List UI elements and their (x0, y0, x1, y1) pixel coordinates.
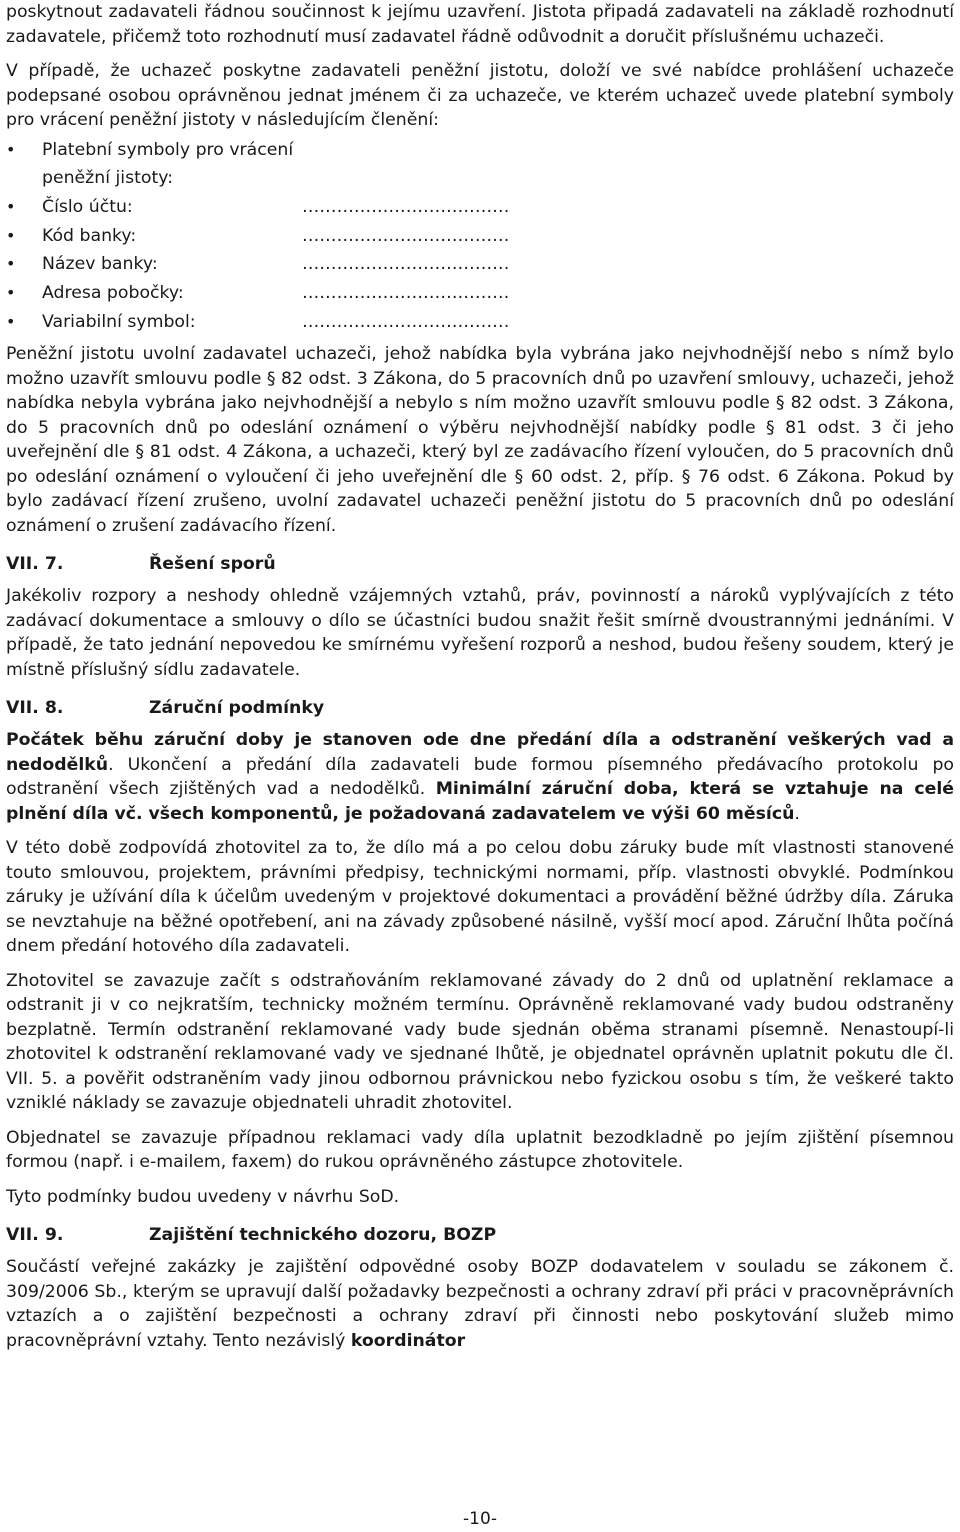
payment-symbols-list (6, 136, 954, 337)
section-heading-zarucni-podminky (6, 696, 954, 720)
list-item: • Variabilní symbol: ……………………………… (6, 308, 954, 337)
bold-text: koordinátor (350, 1330, 466, 1351)
paragraph-sod: Tyto podmínky budou uvedeny v návrhu SoD. (6, 1186, 400, 1207)
section-heading-reseni-sporu (6, 552, 954, 576)
paragraph-bozp: Součástí veřejné zakázky je zajištění odpovědné osoby BOZP dodavatelem v souladu se zákonem č. 309/2006 Sb., kterým se upravují další požadavky bezpečnosti a ochrany zdraví při práci v pracovněprávních vztazích a o zajištění bezpečnosti a ochrany zdraví při činnosti nebo poskytování služeb mimo pracovněprávní vztahy. Tento nezávislý koordinátor (6, 1257, 954, 1351)
document-page (6, 0, 954, 1353)
section-heading-bozp (6, 1223, 954, 1247)
list-item: • Název banky: ……………………………… (6, 250, 954, 279)
bold-text: Minimální záruční doba, která se vztahuje na celé plnění díla vč. všech komponentů, je požadovaná zadavatelem ve výši 60 měsíců (6, 779, 954, 824)
section-number: VII. 7. (6, 554, 64, 575)
section-title: Řešení sporů (149, 554, 276, 575)
paragraph-penezni-jistota: V případě, že uchazeč poskytne zadavateli peněžní jistotu, doloží ve své nabídce prohlášení uchazeče podepsané osobou oprávněnou jednat jménem či za uchazeče, ve kterém uchazeč uvede platební symboly pro vrácení peněžní jistoty v následujícím členění: (6, 61, 954, 130)
section-number: VII. 8. (6, 698, 64, 719)
paragraph-zarucni-doba: Počátek běhu záruční doby je stanoven ode dne předání díla a odstranění veškerých vad a nedodělků. Ukončení a předání díla zadavateli bude formou písemného předávacího protokolu po odstranění všech zjištěných vad a nedodělků. Minimální záruční doba, která se vztahuje na celé plnění díla vč. všech komponentů, je požadovaná zadavatelem ve výši 60 měsíců. (6, 730, 954, 824)
list-item: • Adresa pobočky: ……………………………… (6, 279, 954, 308)
paragraph-jistota-end: poskytnout zadavateli řádnou součinnost k jejímu uzavření. Jistota připadá zadavateli na základě rozhodnutí zadavatele, přičemž toto rozhodnutí musí zadavatel řádně odůvodnit a doručit příslušnému uchazeči. (6, 2, 954, 47)
list-item: • Kód banky: ……………………………… (6, 222, 954, 251)
section-title: Zajištění technického dozoru, BOZP (149, 1225, 497, 1246)
page-number: -10- (463, 1509, 497, 1529)
list-item: • Číslo účtu: ……………………………… (6, 193, 954, 222)
section-title: Záruční podmínky (149, 698, 325, 719)
paragraph-reseni-sporu: Jakékoliv rozpory a neshody ohledně vzájemných vztahů, práv, povinností a nároků vyplývajících z této zadávací dokumentace a smlouvy o dílo se účastníci budou snažit řešit smírně dvoustrannými jednáními. V případě, že tato jednání nepovedou ke smírnému vyřešení rozporů a neshod, budou řešeny soudem, který je místně příslušný sídlu zadavatele. (6, 586, 954, 680)
paragraph-zodpovednost: V této době zodpovídá zhotovitel za to, že dílo má a po celou dobu záruky bude mít vlastnosti stanovené touto smlouvou, projektem, právními předpisy, technickými normami, příp. vlastnosti obvyklé. Podmínkou záruky je užívání díla k účelům uvedeným v projektové dokumentaci a provádění běžné údržby díla. Záruka se nevztahuje na běžné opotřebení, ani na závady způsobené násilně, vyšší mocí apod. Záruční lhůta počíná dnem předání hotového díla zadavateli. (6, 838, 954, 957)
paragraph-uvolneni-jistoty: Peněžní jistotu uvolní zadavatel uchazeči, jehož nabídka byla vybrána jako nejvhodnější nebo s nímž bylo možno uzavřít smlouvu podle § 82 odst. 3 Zákona, do 5 pracovních dnů po uzavření smlouvy, uchazeči, jehož nabídka nebyla vybrána jako nejvhodnější a nebylo s ním možno uzavřít smlouvu podle § 82 odst. 3 Zákona, do 5 pracovních dnů po odeslání oznámení o výběru nejvhodnější nabídky podle § 81 odst. 3 či jeho uveřejnění dle § 81 odst. 4 Zákona, a uchazeči, který byl ze zadávacího řízení vyloučen, do 5 pracovních dnů po odeslání oznámení o vyloučení či jeho uveřejnění dle § 60 odst. 2, příp. § 76 odst. 6 Zákona. Pokud by bylo zadávací řízení zrušeno, uvolní zadavatel uchazeči peněžní jistotu do 5 pracovních dnů po odeslání oznámení o zrušení zadávacího řízení. (6, 344, 954, 536)
paragraph-objednatel: Objednatel se zavazuje případnou reklamaci vady díla uplatnit bezodkladně po jejím zjištění písemnou formou (např. i e-mailem, faxem) do rukou oprávněného zástupce zhotovitele. (6, 1127, 954, 1173)
section-number: VII. 9. (6, 1225, 64, 1246)
paragraph-reklamace: Zhotovitel se zavazuje začít s odstraňováním reklamované závady do 2 dnů od uplatnění reklamace a odstranit ji v co nejkratším, technicky možném termínu. Oprávněně reklamované vady budou odstraněny bezplatně. Termín odstranění reklamované vady bude sjednán oběma stranami písemně. Nenastoupí-li zhotovitel k odstranění reklamované vady ve sjednané lhůtě, je objednatel oprávněn uplatnit pokutu dle čl. VII. 5. a pověřit odstraněním vady jinou odbornou právnickou nebo fyzickou osobu s tím, že veškeré takto vzniklé náklady se zavazuje objednateli uhradit zhotovitel. (6, 970, 954, 1114)
list-item: • Platební symboly pro vrácení peněžní jistoty: (6, 136, 954, 193)
bold-text: Počátek běhu záruční doby je stanoven ode dne předání díla a odstranění veškerých vad a nedodělků (6, 730, 954, 775)
